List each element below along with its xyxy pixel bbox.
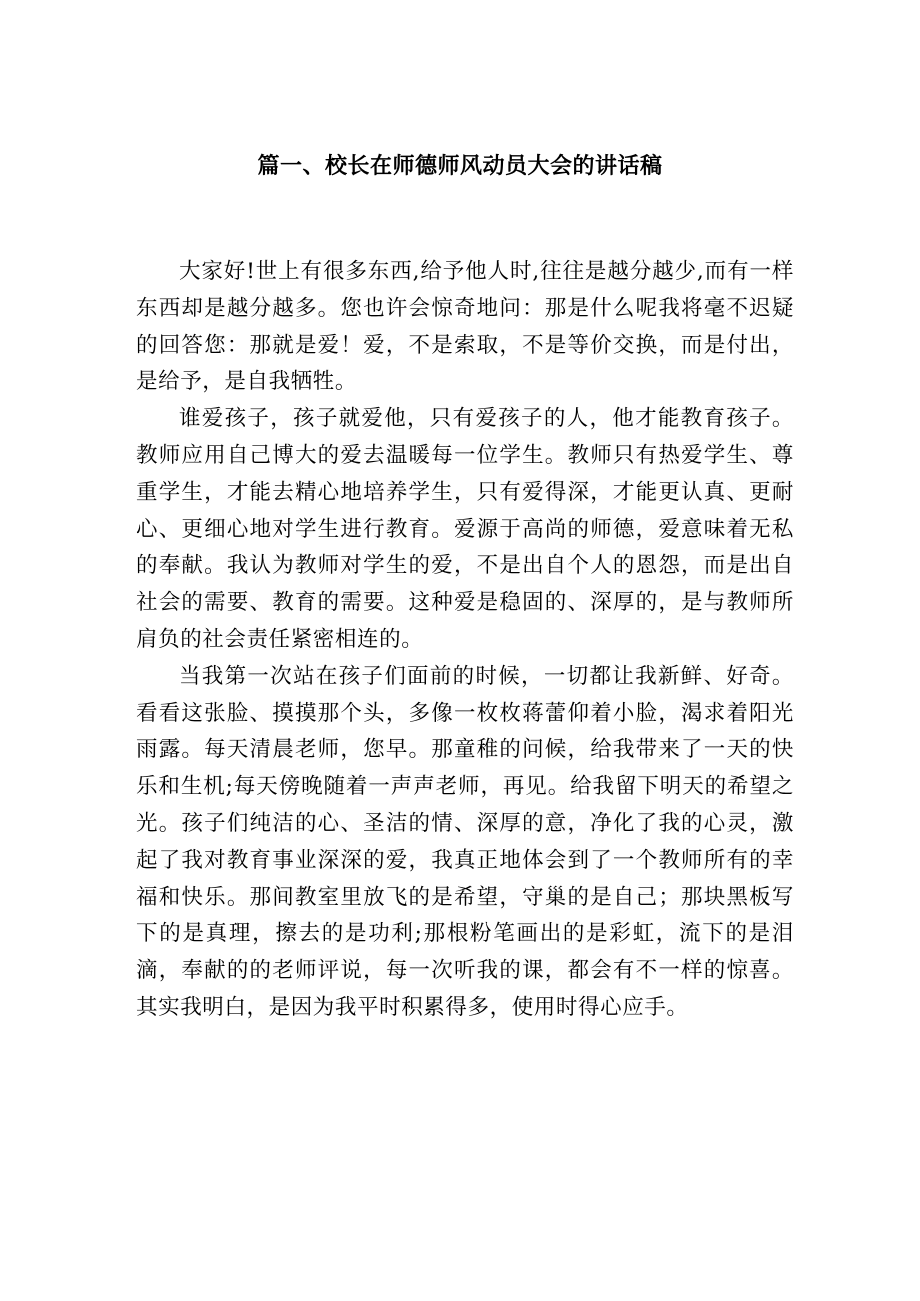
document-body [136,254,794,1027]
paragraph-3: 当我第一次站在孩子们面前的时候，一切都让我新鲜、好奇。看看这张脸、摸摸那个头，多像一枚枚蒋蕾仰着小脸，渴求着阳光雨露。每天清晨老师，您早。那童稚的问候，给我带来了一天的快乐和生机;每天傍晚随着一声声老师，再见。给我留下明天的希望之光。孩子们纯洁的心、圣洁的情、深厚的意，净化了我的心灵，激起了我对教育事业深深的爱，我真正地体会到了一个教师所有的幸福和快乐。那间教室里放飞的是希望，守巢的是自己；那块黑板写下的是真理，擦去的是功利;那根粉笔画出的是彩虹，流下的是泪滴，奉献的的老师评说，每一次听我的课，都会有不一样的惊喜。其实我明白，是因为我平时积累得多，使用时得心应手。 [136,663,794,1020]
paragraph-2: 谁爱孩子，孩子就爱他，只有爱孩子的人，他才能教育孩子。教师应用自己博大的爱去温暖每一位学生。教师只有热爱学生、尊重学生，才能去精心地培养学生，只有爱得深，才能更认真、更耐心、更细心地对学生进行教育。爱源于高尚的师德，爱意味着无私的奉献。我认为教师对学生的爱，不是出自个人的恩怨，而是出自社会的需要、教育的需要。这种爱是稳固的、深厚的，是与教师所肩负的社会责任紧密相连的。 [136,406,794,652]
document-title: 篇一、校长在师德师风动员大会的讲话稿 [257,154,663,179]
paragraph-1: 大家好!世上有很多东西,给予他人时,往往是越分越少,而有一样东西却是越分越多。您也许会惊奇地问：那是什么呢我将毫不迟疑的回答您：那就是爱！爱，不是索取，不是等价交换，而是付出，是给予，是自我牺牲。 [136,259,794,395]
